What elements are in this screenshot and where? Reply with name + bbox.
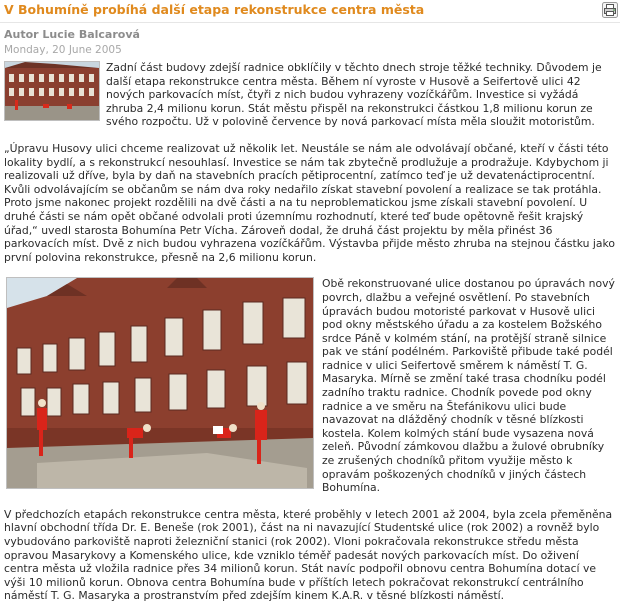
article-author: Autor Lucie Balcarová — [4, 28, 140, 41]
article-title: V Bohumíně probíhá další etapa rekonstrukce centra města — [4, 2, 425, 17]
article-thumbnail — [4, 61, 100, 121]
print-icon[interactable] — [602, 2, 618, 18]
paragraph-2: „Úpravu Husovy ulici chceme realizovat už několik let. Neustále se nám ale odvolávají občané, kteří v části této lokality bydlí, a s rekonstrukcí nesouhlasí. Investice se nám tak zbytečně prodlužuje a prodražuje. Kdybychom ji realizovali už dříve, byla by daň na stavebních pracích pětiprocentní, zatímco teď je už devatenáctiprocentní. Kvůli odvolávajícím se občanům se nám dva roky nedařilo získat stavební povolení a realizace se tak protáhla. Proto jsme nakonec projekt rozdělili na dvě části a na tu neproblematickou jsme získali stavební povolení. U druhé části se nám opět občané odvolali proti územnímu rozhodnutí, které teď bude opětovně řešit krajský úřad,“ uvedl starosta Bohumína Petr Vícha. Zároveň dodal, že druhá část projektu by měla přinést 36 parkovacích míst. Dvě z nich budou vyhrazena vozíčkářům. Výstavba přijde město zhruba na stejnou částku jako první polovina rekonstrukce, přesně na 2,6 milionu korun. — [4, 141, 615, 264]
article-date: Monday, 20 June 2005 — [4, 44, 122, 56]
article-body — [4, 61, 616, 612]
paragraph-1: Zadní část budovy zdejší radnice obklíčily v těchto dnech stroje těžké techniky. Důvodem je další etapa rekonstrukce centra města. Během ní vyroste v Husově a Seifertově ulici 42 nových parkovacích míst, čtyři z nich budou vyhrazeny vozíčkářům. Investice si vyžádá zhruba 2,4 milionu korun. Stát městu přispěl na rekonstrukci částkou 1,8 milionu korun ze svého rozpočtu. Už v polovině července by nová parkovací místa měla sloužit motoristům. — [106, 61, 602, 129]
paragraph-3: Obě rekonstruované ulice dostanou po úpravách nový povrch, dlažbu a veřejné osvětlení. Po stavebních úpravách budou motoristé parkovat v Husově ulici pod okny městského úřadu a za kostelem Božského srdce Páně v kolmém stání, na protější straně silnice pak ve stání podélném. Parkoviště přibude také podél radnice v ulici Seifertově směrem k náměstí T. G. Masaryka. Mírně se změní také trasa chodníku podél zadního traktu radnice. Chodník povede pod okny radnice a ve směru na Štefánikovu ulici bude navazovat na dlážděný chodník v těsné blízkosti kostela. Kolem kolmých stání bude vysazena nová zeleň. Původní zámkovou dlažbu a žulové obrubníky ze zrušených chodníků přitom využije město k opravám poškozených chodníků v jiných částech Bohumína. — [322, 277, 615, 495]
paragraph-4: V předchozích etapách rekonstrukce centra města, které proběhly v letech 2001 až 2004, byla zcela přeměněna hlavní obchodní třída Dr. E. Beneše (rok 2001), část na ni navazující Studentské ulice (rok 2002) a rovněž bylo vybudováno parkoviště naproti železniční stanici (rok 2002). Vloni pokračovala rekonstrukce středu města opravou Masarykovy a Komenského ulice, kde vzniklo téměř padesát nových parkovacích míst. Do oživení centra města už vložila radnice přes 34 milionů korun. Stát navíc podpořil obnovu centra Bohumína dotací ve výši 10 milionů korun. Obnova centra Bohumína bude v příštích letech pokračovat rekonstrukcí centrálního náměstí T. G. Masaryka a prostranstvím před zdejším kinem K.A.R. v těsné blízkosti náměstí. — [4, 507, 613, 603]
article-photo — [6, 277, 314, 489]
title-divider — [0, 22, 620, 23]
